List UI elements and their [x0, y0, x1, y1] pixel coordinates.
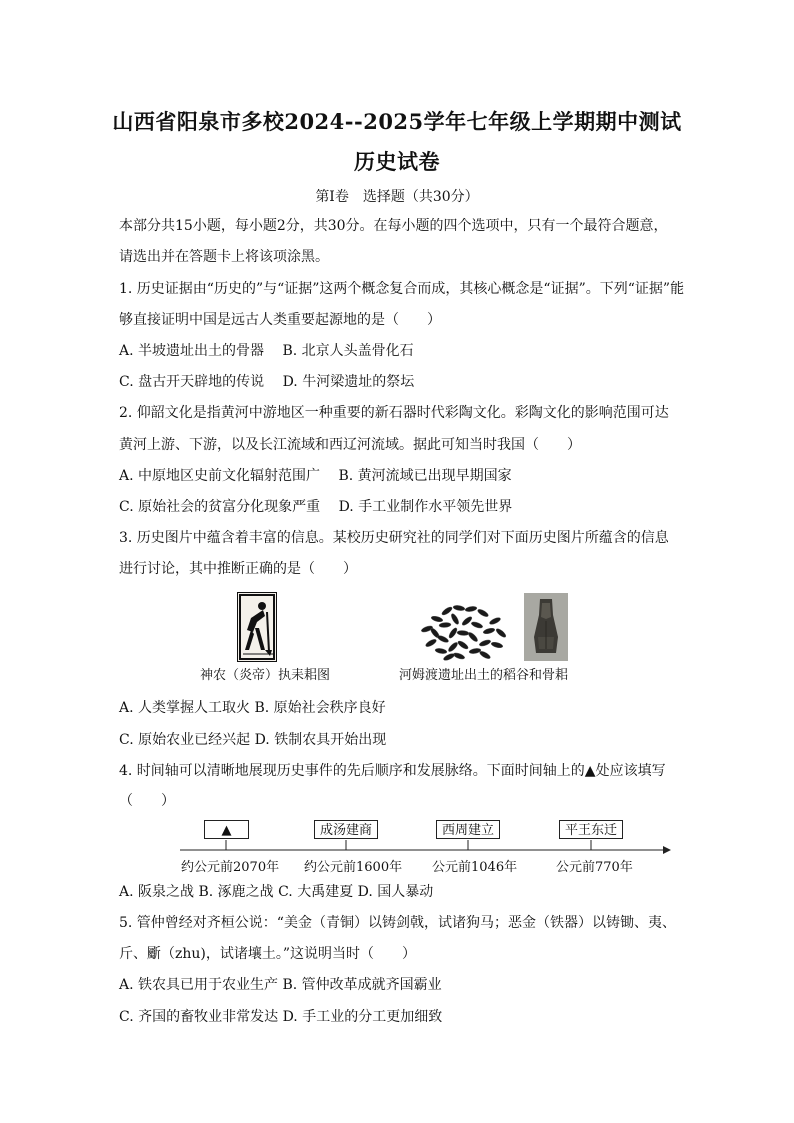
- q1-stem-line-2: 够直接证明中国是远古人类重要起源地的是（ ）: [119, 312, 441, 328]
- q2-stem-line-1: 2. 仰韶文化是指黄河中游地区一种重要的新石器时代彩陶文化。彩陶文化的影响范围可达: [119, 405, 669, 421]
- q4-stem-line-2: （ ）: [119, 793, 175, 809]
- timeline-date-4: 公元前770年: [556, 860, 633, 875]
- instructions-line-2: 请选出并在答题卡上将该项涂黑。: [119, 249, 329, 265]
- q3-options-row-1: A. 人类掌握人工取火 B. 原始社会秩序良好: [119, 700, 386, 716]
- shennong-plough-illustration: [237, 592, 277, 662]
- timeline-event-3: 西周建立: [436, 820, 500, 839]
- q2-stem-line-2: 黄河上游、下游，以及长江流域和西辽河流域。据此可知当时我国（ ）: [119, 437, 581, 453]
- exam-title-line1: 山西省阳泉市多校2024--2025学年七年级上学期期中测试: [112, 109, 682, 134]
- q5-stem-line-1: 5. 管仲曾经对齐桓公说：“美金（青铜）以铸剑戟，试诸狗马；恶金（铁器）以铸锄、夷、: [119, 915, 676, 931]
- timeline-date-2: 约公元前1600年: [304, 860, 403, 875]
- q2-options-row-2: C. 原始社会的贫富分化现象严重 D. 手工业制作水平领先世界: [119, 499, 513, 515]
- instructions-line-1: 本部分共15小题，每小题2分，共30分。在每小题的四个选项中，只有一个最符合题意，: [119, 218, 668, 234]
- exam-title-line2: 历史试卷: [354, 149, 440, 174]
- timeline-event-1: ▲: [204, 820, 249, 839]
- q1-stem-line-1: 1. 历史证据由“历史的”与“证据”这两个概念复合而成，其核心概念是“证据”。下列“证据”能: [119, 281, 685, 297]
- q5-options-row-2: C. 齐国的畜牧业非常发达 D. 手工业的分工更加细致: [119, 1009, 443, 1025]
- section-heading: 第Ⅰ卷 选择题（共30分）: [315, 189, 479, 205]
- q1-options-row-1: A. 半坡遗址出土的骨器 B. 北京人头盖骨化石: [119, 343, 414, 359]
- q3-options-row-2: C. 原始农业已经兴起 D. 铁制农具开始出现: [119, 732, 387, 748]
- q4-stem-line-1: 4. 时间轴可以清晰地展现历史事件的先后顺序和发展脉络。下面时间轴上的▲处应该填写: [119, 763, 666, 779]
- timeline-date-3: 公元前1046年: [432, 860, 518, 875]
- caption-shennong: 神农（炎帝）执耒耜图: [200, 668, 331, 683]
- q5-options-row-1: A. 铁农具已用于农业生产 B. 管仲改革成就齐国霸业: [119, 977, 442, 993]
- q2-options-row-1: A. 中原地区史前文化辐射范围广 B. 黄河流域已出现早期国家: [119, 468, 512, 484]
- bone-spade-photo: [524, 593, 568, 661]
- timeline-event-2: 成汤建商: [314, 820, 378, 839]
- q4-options-row: A. 阪泉之战 B. 涿鹿之战 C. 大禹建夏 D. 国人暴动: [119, 884, 434, 900]
- rice-grains-photo: [415, 599, 511, 661]
- timeline-date-1: 约公元前2070年: [181, 860, 280, 875]
- q1-options-row-2: C. 盘古开天辟地的传说 D. 牛河梁遗址的祭坛: [119, 374, 415, 390]
- q3-stem-line-2: 进行讨论，其中推断正确的是（ ）: [119, 561, 357, 577]
- timeline-event-4: 平王东迁: [559, 820, 623, 839]
- caption-hemudu: 河姆渡遗址出土的稻谷和骨耜: [399, 668, 569, 683]
- q5-stem-line-2: 斤、斸（zhu)，试诸壤土。”这说明当时（ ）: [119, 946, 417, 962]
- q3-stem-line-1: 3. 历史图片中蕴含着丰富的信息。某校历史研究社的同学们对下面历史图片所蕴含的信息: [119, 530, 669, 546]
